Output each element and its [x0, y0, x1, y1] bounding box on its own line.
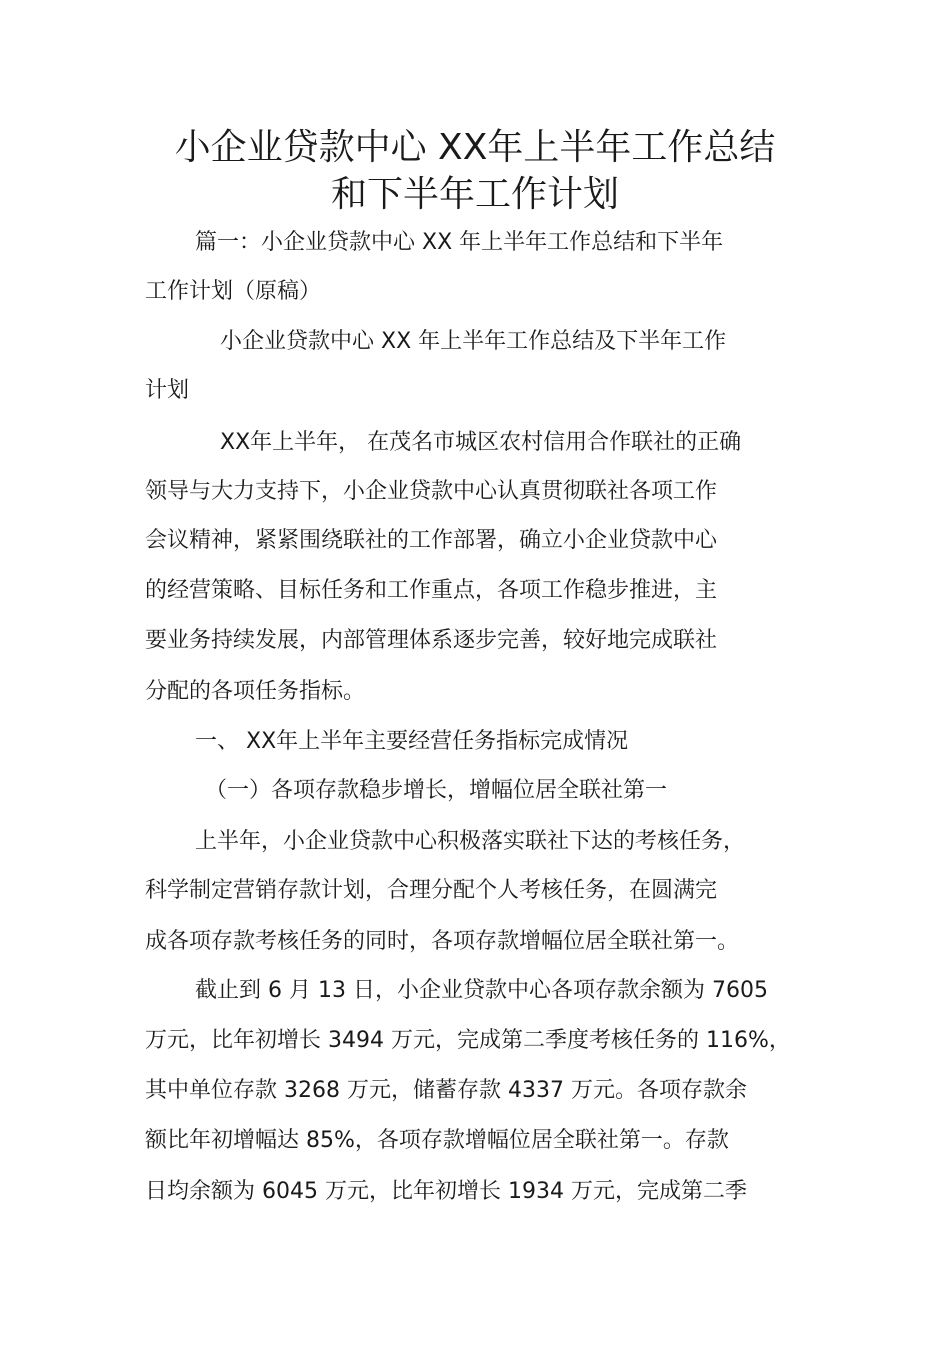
- text-line: 的经营策略、目标任务和工作重点，各项工作稳步推进，主: [145, 578, 718, 603]
- document-title-line-2: 和下半年工作计划: [330, 174, 619, 215]
- text-line: 计划: [145, 378, 190, 403]
- subsection-heading: （一）各项存款稳步增长，增幅位居全联社第一: [205, 778, 668, 803]
- text-line: 小企业贷款中心 XX 年上半年工作总结及下半年工作: [220, 329, 727, 354]
- section-heading: 一、 XX年上半年主要经营任务指标完成情况: [195, 729, 629, 754]
- text-line: 截止到 6 月 13 日，小企业贷款中心各项存款余额为 7605: [195, 978, 768, 1003]
- document-title-line-1: 小企业贷款中心 XX年上半年工作总结: [174, 127, 776, 168]
- text-line: 上半年，小企业贷款中心积极落实联社下达的考核任务，: [195, 829, 746, 854]
- text-line: 科学制定营销存款计划，合理分配个人考核任务，在圆满完: [145, 878, 718, 903]
- text-line: 万元，比年初增长 3494 万元，完成第二季度考核任务的 116%，: [145, 1028, 791, 1053]
- text-line: 成各项存款考核任务的同时，各项存款增幅位居全联社第一。: [145, 929, 740, 954]
- text-line: 会议精神，紧紧围绕联社的工作部署，确立小企业贷款中心: [145, 528, 718, 553]
- text-line: 日均余额为 6045 万元，比年初增长 1934 万元，完成第二季: [145, 1179, 747, 1204]
- text-line: XX年上半年， 在茂名市城区农村信用合作联社的正确: [220, 430, 742, 455]
- text-line: 其中单位存款 3268 万元，储蓄存款 4337 万元。各项存款余: [145, 1078, 747, 1103]
- text-line: 分配的各项任务指标。: [145, 679, 366, 704]
- text-line: 领导与大力支持下，小企业贷款中心认真贯彻联社各项工作: [145, 479, 718, 504]
- text-line: 额比年初增幅达 85%，各项存款增幅位居全联社第一。存款: [145, 1128, 729, 1153]
- text-line: 工作计划（原稿）: [145, 279, 322, 304]
- text-line: 篇一：小企业贷款中心 XX 年上半年工作总结和下半年: [195, 230, 724, 255]
- text-line: 要业务持续发展，内部管理体系逐步完善，较好地完成联社: [145, 628, 718, 653]
